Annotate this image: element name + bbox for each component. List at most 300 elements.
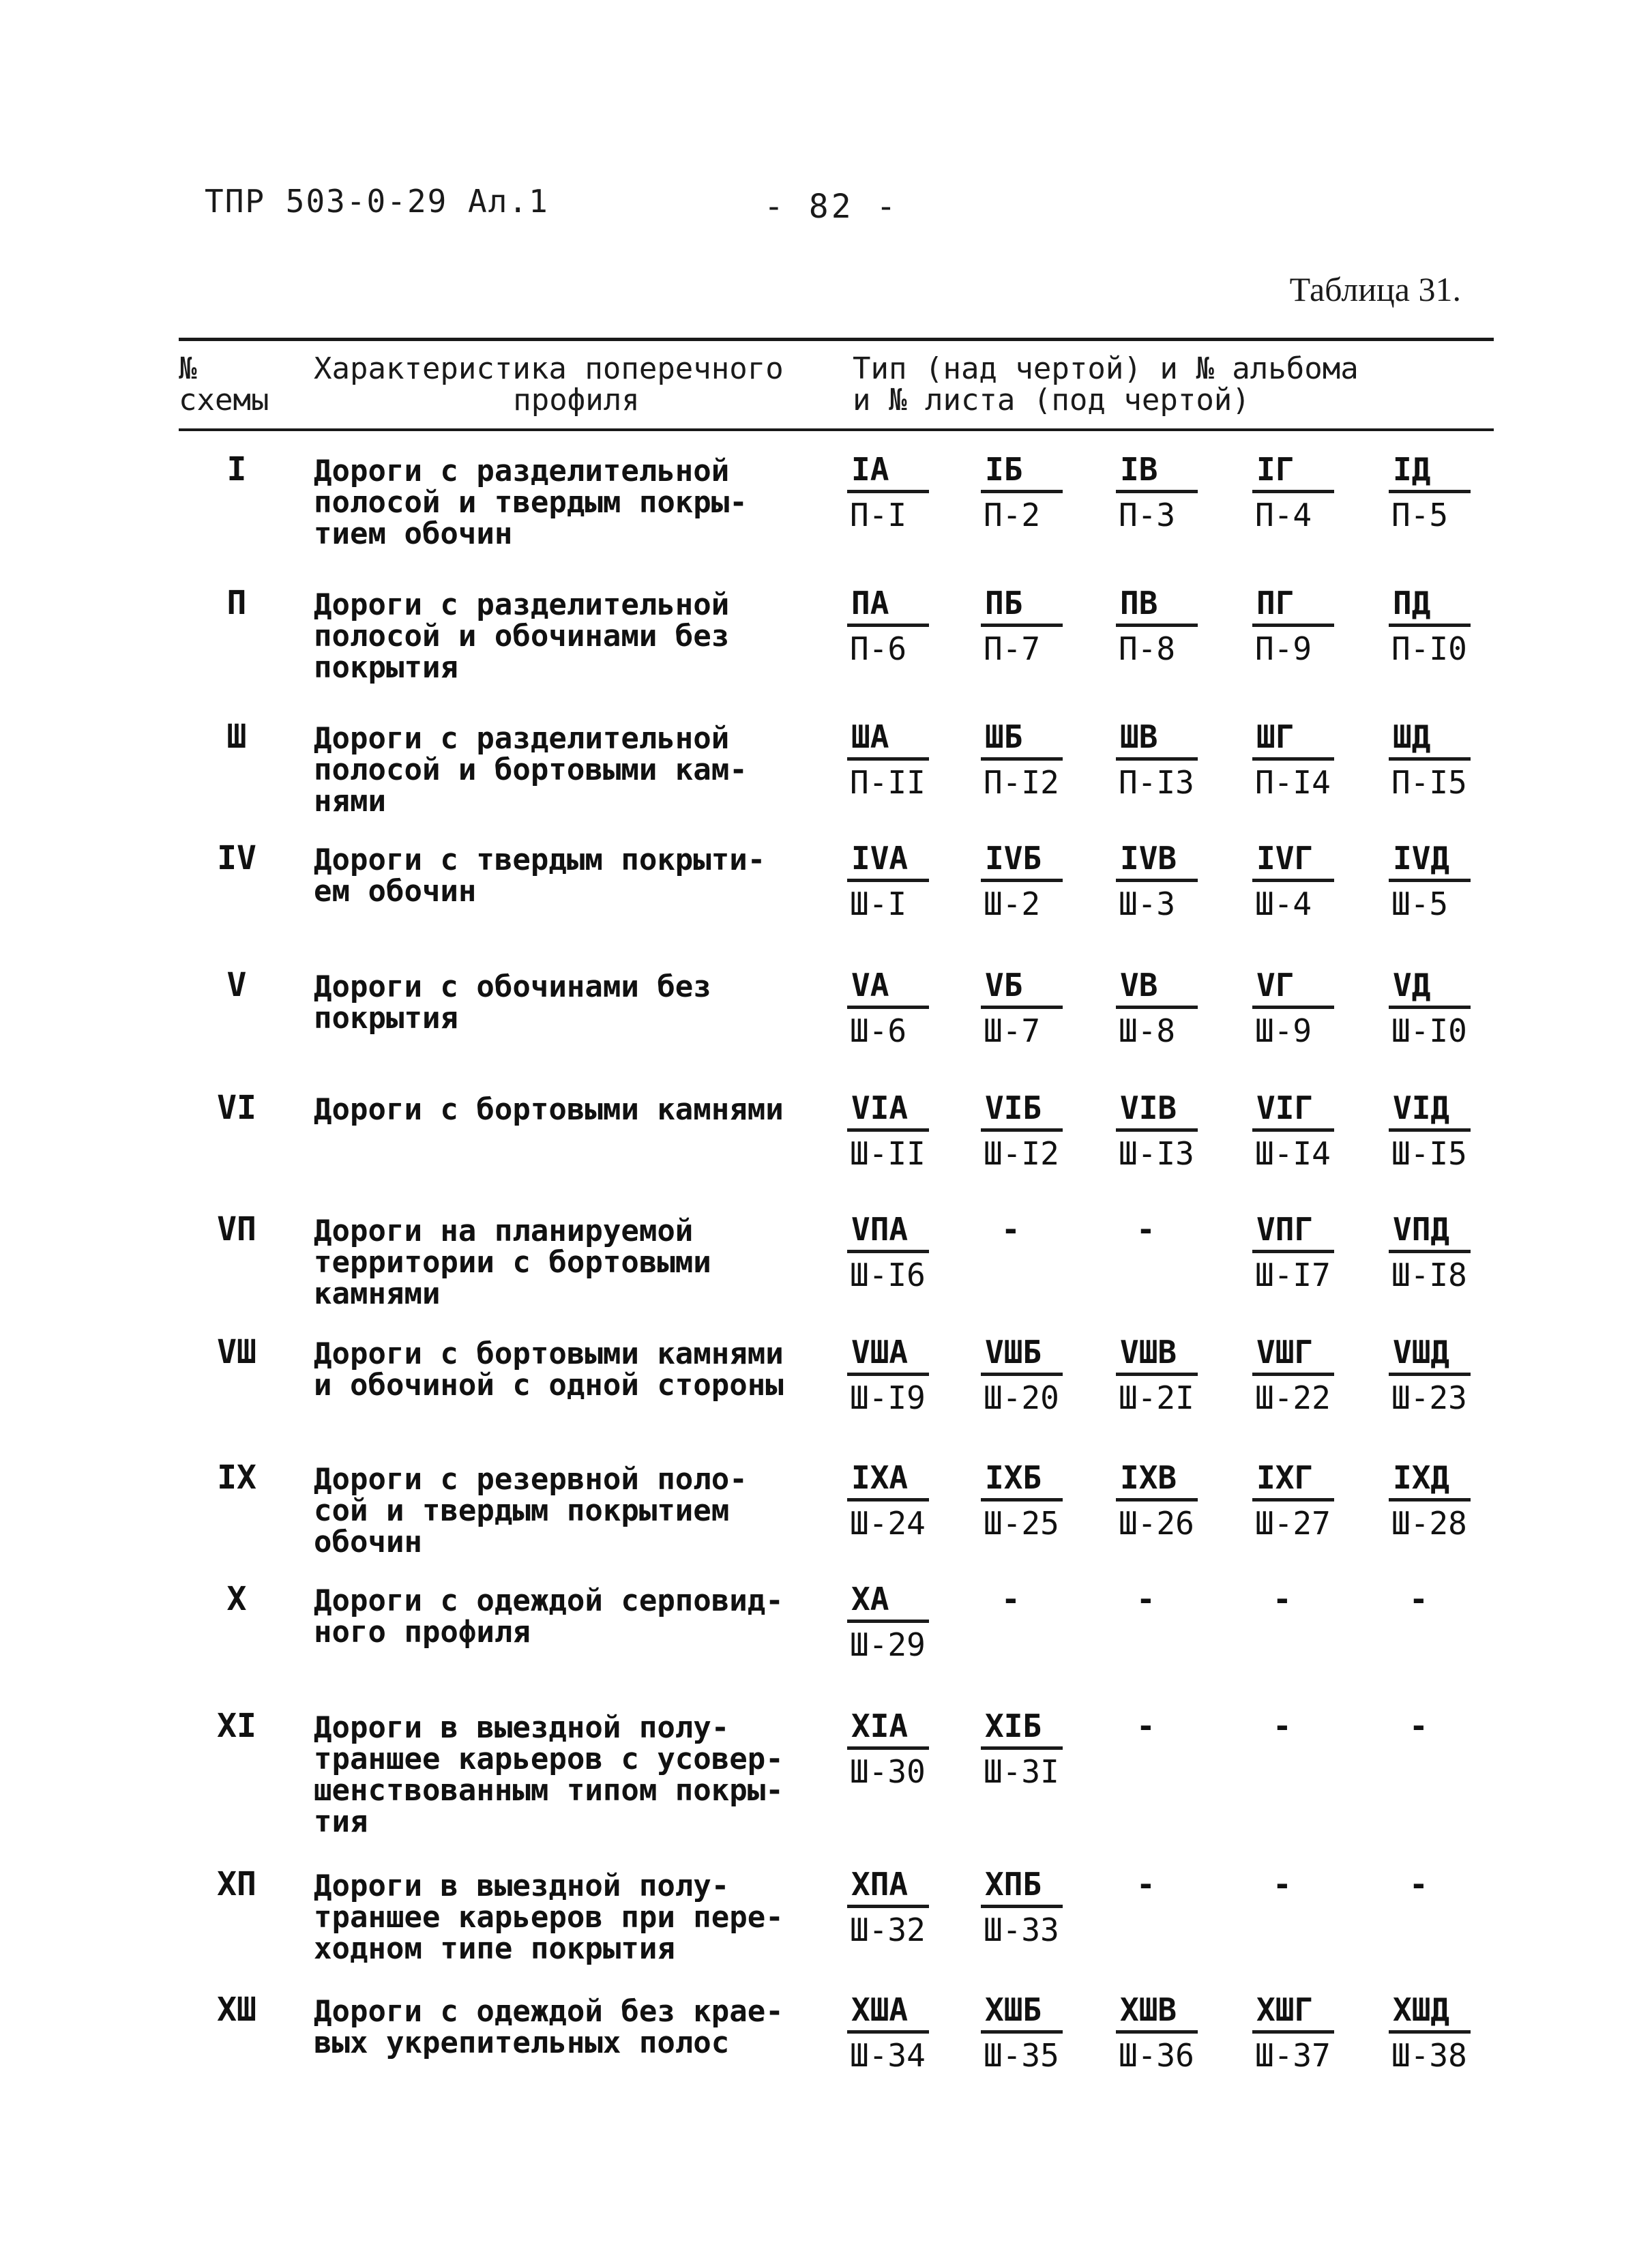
type-code: VПА: [851, 1211, 909, 1248]
type-code: IXВ: [1120, 1459, 1177, 1496]
fraction-bar: [981, 1746, 1063, 1750]
fraction-bar: [1116, 1128, 1198, 1132]
type-cell: [847, 1580, 977, 1669]
album-sheet-ref: Ш-26: [1119, 1505, 1194, 1542]
type-code: ПВ: [1120, 585, 1158, 621]
scheme-number: Ш: [226, 718, 247, 756]
description-line: шенствованным типом покры-: [314, 1773, 784, 1808]
fraction-bar: [1116, 879, 1198, 882]
scheme-number: XI: [217, 1707, 256, 1745]
description-line: Дороги с бортовыми камнями: [314, 1092, 784, 1127]
type-cell: [1252, 839, 1382, 928]
type-code: VШГ: [1256, 1334, 1314, 1371]
type-code: ШД: [1393, 718, 1431, 755]
scheme-number: I: [226, 450, 247, 488]
album-sheet-ref: Ш-I9: [850, 1379, 926, 1416]
album-sheet-ref: Ш-3: [1119, 885, 1176, 922]
type-cell: [1116, 1459, 1245, 1547]
type-code: IVA: [851, 840, 909, 877]
description-line: сой и твердым покрытием: [314, 1493, 730, 1528]
album-sheet-ref: П-8: [1119, 630, 1176, 667]
fraction-bar: [1252, 1006, 1334, 1009]
type-cells: [847, 966, 1502, 1061]
fraction-bar: [847, 1250, 929, 1253]
type-code: IVГ: [1256, 840, 1314, 877]
type-cell: [981, 718, 1110, 806]
album-sheet-ref: П-7: [984, 630, 1041, 667]
type-cell: [1389, 1991, 1518, 2079]
fraction-bar: [847, 1746, 929, 1750]
description-line: покрытия: [314, 1001, 458, 1036]
type-cells: [847, 718, 1502, 813]
album-sheet-ref: Ш-24: [850, 1505, 926, 1542]
type-cell: [1389, 1333, 1518, 1422]
type-code: XШД: [1393, 1991, 1450, 2028]
album-sheet-ref: П-3: [1119, 497, 1176, 533]
dash-mark: -: [1001, 1581, 1020, 1617]
type-cell-empty: [1252, 1580, 1382, 1669]
type-code: VД: [1393, 967, 1431, 1004]
type-code: XШБ: [985, 1991, 1042, 2028]
fraction-bar: [847, 1006, 929, 1009]
type-code: IXГ: [1256, 1459, 1314, 1496]
table-row: [179, 966, 1494, 1089]
album-sheet-ref: Ш-I4: [1255, 1135, 1331, 1172]
table-row: [179, 1991, 1494, 2100]
type-cell: [847, 839, 977, 928]
album-sheet-ref: Ш-3I: [984, 1753, 1059, 1790]
table-row: [179, 1089, 1494, 1210]
album-sheet-ref: Ш-7: [984, 1012, 1041, 1049]
header-characteristic-line1: Характеристика поперечного: [314, 351, 784, 386]
fraction-bar: [981, 624, 1063, 627]
type-code: VПД: [1393, 1211, 1450, 1248]
fraction-bar: [981, 2030, 1063, 2034]
table-row: [179, 584, 1494, 718]
type-cell-empty: [1252, 1707, 1382, 1796]
fraction-bar: [981, 1498, 1063, 1501]
type-cell-empty: [1116, 1865, 1245, 1954]
dash-mark: -: [1273, 1708, 1292, 1744]
type-code: ПБ: [985, 585, 1023, 621]
type-code: ПД: [1393, 585, 1431, 621]
album-sheet-ref: Ш-28: [1391, 1505, 1467, 1542]
type-cell: [847, 584, 977, 673]
table-row: [179, 1707, 1494, 1865]
type-code: IVВ: [1120, 840, 1177, 877]
dash-mark: -: [1136, 1708, 1155, 1744]
fraction-bar: [1389, 879, 1471, 882]
description-line: полосой и твердым покры-: [314, 485, 748, 520]
type-code: IXБ: [985, 1459, 1042, 1496]
page-number: - 82 -: [764, 188, 899, 226]
type-cell: [847, 1865, 977, 1954]
type-code: VГ: [1256, 967, 1295, 1004]
fraction-bar: [1252, 490, 1334, 493]
type-code: IБ: [985, 451, 1023, 488]
scheme-number: X: [226, 1580, 247, 1618]
type-code: IВ: [1120, 451, 1158, 488]
description-line: обочин: [314, 1525, 422, 1559]
type-cell: [847, 1991, 977, 2079]
fraction-bar: [981, 490, 1063, 493]
type-code: IД: [1393, 451, 1431, 488]
type-cell: [1252, 718, 1382, 806]
fraction-bar: [847, 2030, 929, 2034]
album-sheet-ref: П-I3: [1119, 764, 1194, 801]
header-scheme-line1: №: [179, 351, 197, 386]
album-sheet-ref: Ш-2I: [1119, 1379, 1194, 1416]
fraction-bar: [1389, 757, 1471, 761]
fraction-bar: [847, 1128, 929, 1132]
description-line: и обочиной с одной стороны: [314, 1368, 784, 1403]
type-code: IVД: [1393, 840, 1450, 877]
header-characteristic-line2: профиля: [513, 383, 640, 417]
type-code: VБ: [985, 967, 1023, 1004]
type-cell: [847, 1333, 977, 1422]
fraction-bar: [847, 1620, 929, 1623]
type-code: ШБ: [985, 718, 1023, 755]
album-sheet-ref: Ш-29: [850, 1626, 926, 1663]
type-code: VIД: [1393, 1089, 1450, 1126]
type-cell: [981, 1991, 1110, 2079]
fraction-bar: [1252, 1128, 1334, 1132]
description-line: камнями: [314, 1276, 441, 1311]
album-sheet-ref: П-I: [850, 497, 907, 533]
description-line: покрытия: [314, 650, 458, 685]
fraction-bar: [1252, 1373, 1334, 1376]
type-code: VB: [1120, 967, 1158, 1004]
album-sheet-ref: Ш-I0: [1391, 1012, 1467, 1049]
type-cell: [1252, 1333, 1382, 1422]
type-cell: [1252, 966, 1382, 1055]
album-sheet-ref: Ш-2: [984, 885, 1041, 922]
type-code: ПГ: [1256, 585, 1295, 621]
album-sheet-ref: Ш-4: [1255, 885, 1312, 922]
fraction-bar: [1116, 2030, 1198, 2034]
type-cell: [981, 584, 1110, 673]
type-code: VШВ: [1120, 1334, 1177, 1371]
table-row: [179, 1580, 1494, 1707]
fraction-bar: [1116, 757, 1198, 761]
document-code: ТПР 503-0-29 Ал.1: [205, 183, 549, 220]
type-cell-empty: [981, 1580, 1110, 1669]
scheme-number: П: [226, 584, 247, 622]
description-line: Дороги с обочинами без: [314, 969, 711, 1004]
fraction-bar: [981, 1128, 1063, 1132]
scheme-number: XП: [217, 1865, 256, 1903]
type-cell: [1389, 584, 1518, 673]
album-sheet-ref: Ш-6: [850, 1012, 907, 1049]
type-cells: [847, 1459, 1502, 1554]
album-sheet-ref: Ш-I: [850, 885, 907, 922]
type-code: VA: [851, 967, 889, 1004]
dash-mark: -: [1273, 1581, 1292, 1617]
type-cell: [1116, 450, 1245, 539]
fraction-bar: [981, 1373, 1063, 1376]
album-sheet-ref: Ш-35: [984, 2037, 1059, 2074]
description-line: Дороги с разделительной: [314, 721, 730, 756]
type-code: VШД: [1393, 1334, 1450, 1371]
album-sheet-ref: П-9: [1255, 630, 1312, 667]
album-sheet-ref: Ш-20: [984, 1379, 1059, 1416]
type-cell-empty: [1252, 1865, 1382, 1954]
type-cell: [1389, 839, 1518, 928]
description-line: ходном типе покрытия: [314, 1931, 675, 1966]
fraction-bar: [847, 1498, 929, 1501]
fraction-bar: [1389, 1128, 1471, 1132]
description-line: Дороги с бортовыми камнями: [314, 1336, 784, 1371]
description-line: ного профиля: [314, 1615, 531, 1650]
type-cell: [981, 1459, 1110, 1547]
fraction-bar: [1252, 1498, 1334, 1501]
type-cell: [1116, 1089, 1245, 1177]
type-cell-empty: [1116, 1707, 1245, 1796]
fraction-bar: [1252, 1250, 1334, 1253]
type-cell-empty: [1389, 1865, 1518, 1954]
description-line: Дороги с резервной поло-: [314, 1462, 748, 1497]
scheme-number: VI: [217, 1089, 256, 1127]
dash-mark: -: [1409, 1581, 1428, 1617]
type-code: VIВ: [1120, 1089, 1177, 1126]
album-sheet-ref: П-5: [1391, 497, 1449, 533]
type-cell-empty: [1389, 1707, 1518, 1796]
album-sheet-ref: Ш-9: [1255, 1012, 1312, 1049]
type-cell: [981, 450, 1110, 539]
album-sheet-ref: Ш-25: [984, 1505, 1059, 1542]
type-cells: [847, 1580, 1502, 1675]
scheme-number: IV: [217, 839, 256, 877]
type-code: ШВ: [1120, 718, 1158, 755]
album-sheet-ref: Ш-I2: [984, 1135, 1059, 1172]
table-row: [179, 839, 1494, 966]
type-cell: [1252, 1210, 1382, 1299]
type-code: ПА: [851, 585, 889, 621]
header-type-line1: Тип (над чертой) и № альбома: [853, 351, 1359, 386]
fraction-bar: [847, 879, 929, 882]
type-code: XШA: [851, 1991, 909, 2028]
fraction-bar: [981, 1905, 1063, 1908]
album-sheet-ref: Ш-30: [850, 1753, 926, 1790]
table-row: [179, 1333, 1494, 1459]
type-code: IГ: [1256, 451, 1295, 488]
album-sheet-ref: Ш-27: [1255, 1505, 1331, 1542]
table-body: [179, 450, 1494, 2100]
type-cell: [1389, 1459, 1518, 1547]
table-row: [179, 450, 1494, 584]
type-cell: [1252, 1459, 1382, 1547]
album-sheet-ref: Ш-I8: [1391, 1257, 1467, 1293]
table-row: [179, 718, 1494, 839]
album-sheet-ref: Ш-32: [850, 1911, 926, 1948]
fraction-bar: [1116, 1006, 1198, 1009]
fraction-bar: [1116, 1498, 1198, 1501]
type-cell: [981, 1089, 1110, 1177]
fraction-bar: [1389, 490, 1471, 493]
type-cell: [1116, 584, 1245, 673]
album-sheet-ref: Ш-I7: [1255, 1257, 1331, 1293]
type-code: ШA: [851, 718, 889, 755]
type-code: VIГ: [1256, 1089, 1314, 1126]
description-line: Дороги с разделительной: [314, 587, 730, 622]
album-sheet-ref: П-II: [850, 764, 926, 801]
album-sheet-ref: П-6: [850, 630, 907, 667]
table-caption: Таблица 31.: [1289, 270, 1461, 308]
description-line: полосой и обочинами без: [314, 619, 730, 654]
fraction-bar: [847, 1373, 929, 1376]
type-cell: [981, 839, 1110, 928]
type-cell: [1116, 1991, 1245, 2079]
album-sheet-ref: Ш-38: [1391, 2037, 1467, 2074]
description-line: Дороги с разделительной: [314, 454, 730, 488]
type-cell: [847, 1210, 977, 1299]
type-cell: [1252, 584, 1382, 673]
type-cell: [1389, 966, 1518, 1055]
fraction-bar: [1389, 624, 1471, 627]
table-row: [179, 1865, 1494, 1991]
type-cell: [1252, 450, 1382, 539]
type-cell-empty: [981, 1210, 1110, 1299]
fraction-bar: [1116, 1373, 1198, 1376]
album-sheet-ref: Ш-34: [850, 2037, 926, 2074]
type-cells: [847, 1707, 1502, 1802]
album-sheet-ref: П-I5: [1391, 764, 1467, 801]
type-cell: [847, 1459, 977, 1547]
type-code: XШВ: [1120, 1991, 1177, 2028]
type-code: IVБ: [985, 840, 1042, 877]
type-cell: [981, 1707, 1110, 1796]
dash-mark: -: [1136, 1211, 1155, 1248]
type-cell: [847, 450, 977, 539]
fraction-bar: [1389, 2030, 1471, 2034]
fraction-bar: [981, 1006, 1063, 1009]
dash-mark: -: [1136, 1866, 1155, 1903]
type-cell: [1389, 450, 1518, 539]
dash-mark: -: [1001, 1211, 1020, 1248]
album-sheet-ref: П-I4: [1255, 764, 1331, 801]
type-code: VIA: [851, 1089, 909, 1126]
type-cell-empty: [1389, 1580, 1518, 1669]
description-line: полосой и бортовыми кам-: [314, 752, 748, 787]
type-cell: [847, 966, 977, 1055]
type-cell: [847, 1707, 977, 1796]
album-sheet-ref: Ш-5: [1391, 885, 1449, 922]
table-top-rule: [179, 338, 1494, 341]
album-sheet-ref: Ш-36: [1119, 2037, 1194, 2074]
type-cell: [1116, 718, 1245, 806]
type-code: IXД: [1393, 1459, 1450, 1496]
type-cells: [847, 1865, 1502, 1961]
type-cell: [847, 1089, 977, 1177]
scheme-number: V: [226, 966, 247, 1004]
type-cells: [847, 584, 1502, 679]
type-cells: [847, 1991, 1502, 2086]
type-code: XПА: [851, 1866, 909, 1903]
dash-mark: -: [1136, 1581, 1155, 1617]
type-cells: [847, 450, 1502, 546]
description-line: тия: [314, 1804, 368, 1839]
type-code: XA: [851, 1581, 889, 1617]
table-row: [179, 1459, 1494, 1580]
type-cells: [847, 1210, 1502, 1306]
type-code: ШГ: [1256, 718, 1295, 755]
type-cell: [1252, 1991, 1382, 2079]
fraction-bar: [1389, 1006, 1471, 1009]
album-sheet-ref: Ш-22: [1255, 1379, 1331, 1416]
type-code: IXA: [851, 1459, 909, 1496]
fraction-bar: [1252, 2030, 1334, 2034]
fraction-bar: [1389, 1498, 1471, 1501]
table-row: [179, 1210, 1494, 1333]
type-code: VIБ: [985, 1089, 1042, 1126]
fraction-bar: [847, 624, 929, 627]
album-sheet-ref: Ш-I5: [1391, 1135, 1467, 1172]
type-cells: [847, 839, 1502, 935]
album-sheet-ref: П-I2: [984, 764, 1059, 801]
type-cell: [1389, 1089, 1518, 1177]
album-sheet-ref: П-4: [1255, 497, 1312, 533]
fraction-bar: [1116, 490, 1198, 493]
fraction-bar: [1252, 757, 1334, 761]
type-cell-empty: [1116, 1580, 1245, 1669]
type-cell: [1389, 718, 1518, 806]
scheme-number: VШ: [217, 1333, 256, 1371]
type-cell: [1252, 1089, 1382, 1177]
fraction-bar: [1252, 624, 1334, 627]
type-cell: [981, 966, 1110, 1055]
type-cells: [847, 1333, 1502, 1429]
type-code: XIA: [851, 1708, 909, 1744]
type-cell: [1389, 1210, 1518, 1299]
description-line: Дороги с одеждой серповид-: [314, 1583, 784, 1618]
scheme-number: IX: [217, 1459, 256, 1497]
type-cell-empty: [1116, 1210, 1245, 1299]
album-sheet-ref: Ш-8: [1119, 1012, 1176, 1049]
fraction-bar: [847, 757, 929, 761]
description-line: территории с бортовыми: [314, 1245, 711, 1280]
fraction-bar: [847, 490, 929, 493]
description-line: Дороги в выездной полу-: [314, 1710, 730, 1745]
header-characteristic: [314, 353, 839, 416]
fraction-bar: [981, 757, 1063, 761]
type-code: VШA: [851, 1334, 909, 1371]
description-line: тием обочин: [314, 516, 513, 551]
type-cell: [981, 1333, 1110, 1422]
description-line: траншее карьеров при пере-: [314, 1900, 784, 1935]
album-sheet-ref: Ш-I6: [850, 1257, 926, 1293]
type-cell: [981, 1865, 1110, 1954]
fraction-bar: [1252, 879, 1334, 882]
description-line: Дороги на планируемой: [314, 1214, 694, 1248]
description-line: нями: [314, 784, 386, 819]
type-code: VПГ: [1256, 1211, 1314, 1248]
fraction-bar: [981, 879, 1063, 882]
album-sheet-ref: Ш-37: [1255, 2037, 1331, 2074]
album-sheet-ref: Ш-23: [1391, 1379, 1467, 1416]
album-sheet-ref: Ш-II: [850, 1135, 926, 1172]
fraction-bar: [847, 1905, 929, 1908]
description-line: траншее карьеров с усовер-: [314, 1742, 784, 1776]
header-scheme-line2: схемы: [179, 383, 269, 417]
album-sheet-ref: П-I0: [1391, 630, 1467, 667]
header-type-line2: и № листа (под чертой): [853, 383, 1250, 417]
album-sheet-ref: Ш-33: [984, 1911, 1059, 1948]
dash-mark: -: [1273, 1866, 1292, 1903]
type-code: IА: [851, 451, 889, 488]
header-scheme-number: [179, 353, 295, 416]
description-line: Дороги с одеждой без крае-: [314, 1994, 784, 2029]
type-cell: [1116, 1333, 1245, 1422]
